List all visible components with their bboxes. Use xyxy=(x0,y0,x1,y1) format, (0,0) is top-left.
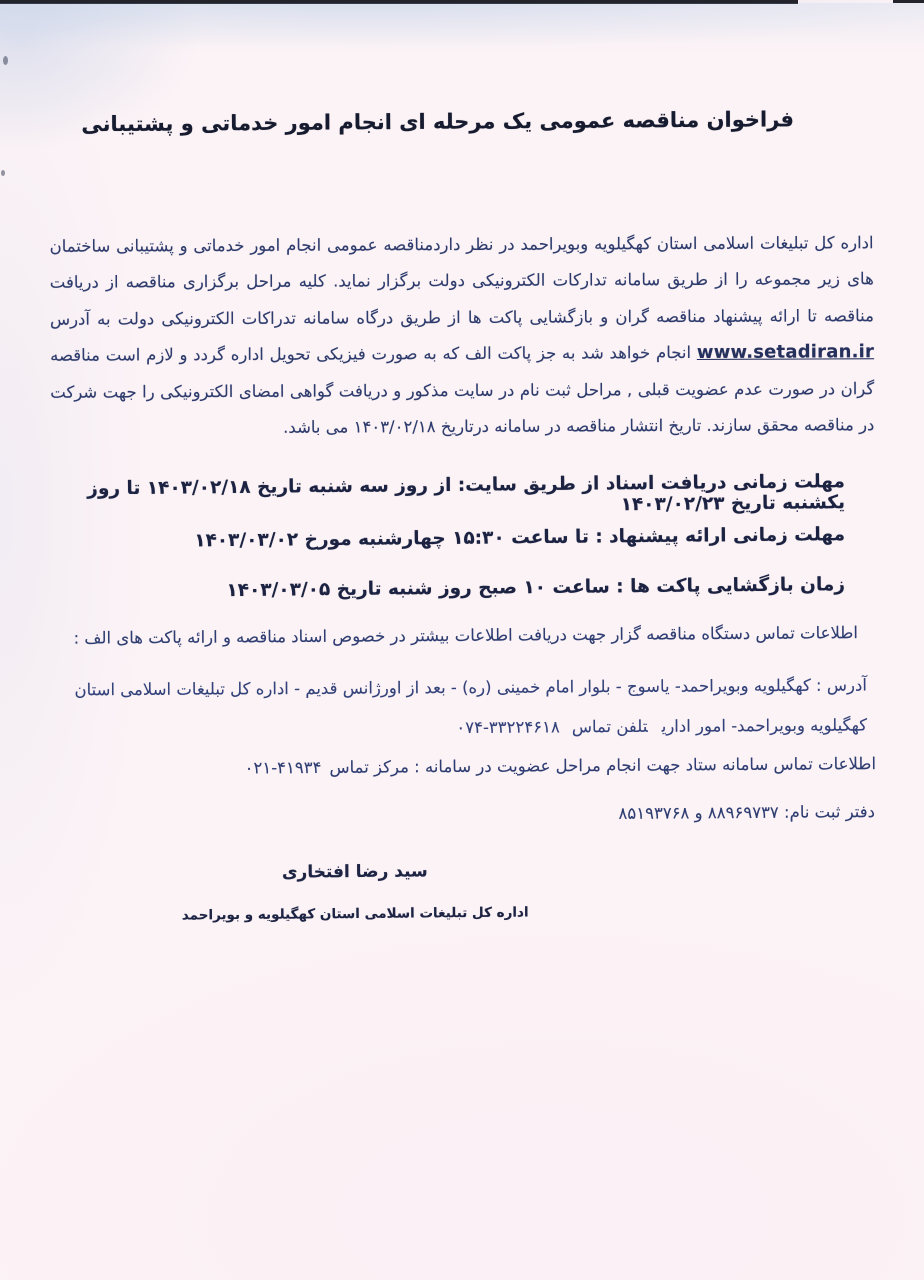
body-text-after-url: انجام خواهد شد به جز پاکت الف که به صورت فیزیکی تحویل اداره گردد و لازم است مناقصه گران در صورت عدم عضویت قبلی , مراحل ثبت نام در سایت مذکور و دریافت گواهی امضای الکترونیکی را جهت شرکت در مناقصه محقق سازند. تاریخ انتشار مناقصه در سامانه درتاریخ ۱۴۰۳/۰۲/۱۸ می باشد. xyxy=(50,342,875,437)
page-title: فراخوان مناقصه عمومی یک مرحله ای انجام امور خدماتی و پشتیبانی xyxy=(81,107,795,137)
signature-name: سید رضا افتخاری xyxy=(281,861,428,883)
signature-organization: اداره کل تبلیغات اسلامی استان کهگیلویه و بویراحمد xyxy=(181,904,529,924)
address-text: آدرس : کهگیلویه وبویراحمد- یاسوج - بلوار امام خمینی (ره) - بعد از اورژانس قدیم - اداره کل تبلیغات اسلامی استان کهگیلویه وبویراحمد- امور اداری xyxy=(74,675,868,736)
deadline-proposal-line: مهلت زمانی ارائه پیشنهاد : تا ساعت ۱۵:۳۰ چهارشنبه مورخ ۱۴۰۳/۰۳/۰۲ xyxy=(194,523,846,551)
scan-artifact-speck xyxy=(3,56,8,65)
deadline-opening-line: زمان بازگشایی پاکت ها : ساعت ۱۰ صبح روز شنبه تاریخ ۱۴۰۳/۰۳/۰۵ xyxy=(226,573,846,601)
phone-label: تلفن تماس xyxy=(571,716,648,736)
setad-contact-line xyxy=(40,754,876,779)
contact-intro-line: اطلاعات تماس دستگاه مناقصه گزار جهت دریافت اطلاعات بیشتر در خصوص اسناد مناقصه و ارائه پاکت های الف : xyxy=(73,622,859,648)
registration-office-line: دفتر ثبت نام: ۸۸۹۶۹۷۳۷ و ۸۵۱۹۳۷۶۸ xyxy=(618,801,876,823)
body-paragraph xyxy=(50,225,875,447)
body-text-before-url: اداره کل تبلیغات اسلامی استان کهگیلویه وبویراحمد در نظر داردمناقصه عمومی انجام امور خدماتی و پشتیبانی ساختمان های زیر مجموعه را از طریق سامانه تدارکات الکترونیکی دولت برگزار نماید. کلیه مراحل برگزاری مناقصه از دریافت مناقصه تا ارائه پیشنهاد مناقصه گران و بازگشایی پاکت ها از طریق درگاه سامانه تدراکات الکترونیکی دولت به آدرس xyxy=(49,232,874,329)
scan-artifact-speck xyxy=(1,170,5,176)
setad-call-center-number: ۰۲۱-۴۱۹۳۴ xyxy=(244,757,322,777)
setad-text: اطلاعات تماس سامانه ستاد جهت انجام مراحل عضویت در سامانه : مرکز تماس xyxy=(329,753,877,777)
setadiran-url-link[interactable]: www.setadiran.ir xyxy=(696,340,875,363)
deadline-documents-line: مهلت زمانی دریافت اسناد از طریق سایت: از روز سه شنبه تاریخ ۱۴۰۳/۰۲/۱۸ تا روز یکشنبه تاریخ ۱۴۰۳/۰۲/۲۳ xyxy=(87,470,846,515)
address-line xyxy=(52,665,867,750)
scan-artifact-tint xyxy=(0,3,924,61)
signature-block xyxy=(155,860,556,923)
office-phone-number: ۰۷۴-۳۳۲۲۴۶۱۸ xyxy=(456,716,560,737)
